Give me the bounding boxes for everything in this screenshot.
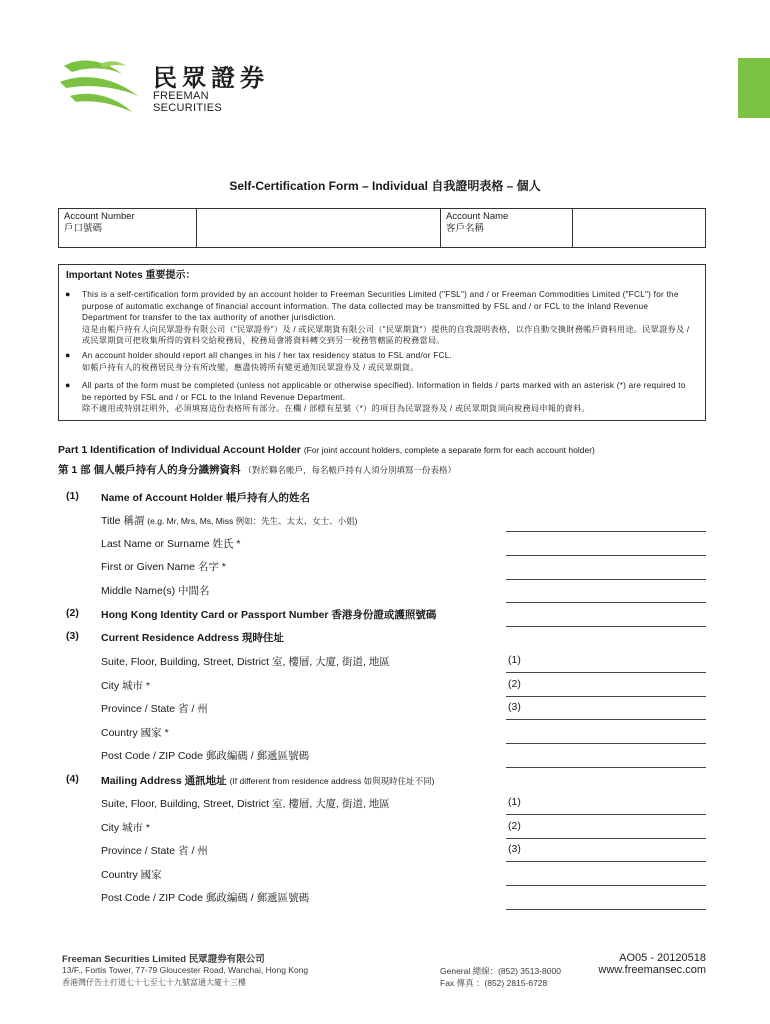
address-line-number: (1) (508, 796, 521, 808)
company-logo (60, 56, 280, 116)
corner-color-tab (738, 58, 770, 118)
residence-country-label: Country 國家 * (101, 727, 169, 739)
form-title: Self-Certification Form – Individual 自我證明表格 – 個人 (229, 179, 541, 193)
footer-address-en: 13/F., Fortis Tower, 77-79 Gloucester Road, Wanchai, Hong Kong (62, 965, 309, 975)
important-notes-box (58, 264, 706, 421)
note-item: ● An account holder should report all changes in his / her tax residency status to FSL and/or FCL. 如帳戶持有人的稅務居民身分有所改變，應盡快將所有變更通知民眾證券及 / 或民眾期貨。 (65, 350, 453, 372)
address-line-number: (2) (508, 820, 521, 832)
footer-website[interactable]: www.freemansec.com (598, 964, 706, 976)
last-name-label: Last Name or Surname 姓氏 * (101, 538, 241, 550)
account-name-label: Account Name 客戶名稱 (441, 209, 573, 247)
bullet-icon: ● (65, 380, 71, 390)
mailing-province-label: Province / State 省 / 州 (101, 845, 208, 857)
residence-postcode-label: Post Code / ZIP Code 郵政編碼 / 郵遞區號碼 (101, 750, 310, 762)
section-number: (4) (66, 773, 79, 785)
mailing-line1-field[interactable] (506, 814, 706, 815)
title-field[interactable] (506, 531, 706, 532)
address-line-number: (3) (508, 701, 521, 713)
brand-name-zh: 民眾證券 (153, 65, 269, 92)
account-number-field[interactable] (197, 209, 441, 247)
last-name-field[interactable] (506, 555, 706, 556)
section-heading-residence: Current Residence Address 現時住址 (101, 632, 284, 644)
part1-title-en: Part 1 Identification of Individual Account Holder (For joint account holders, complete a separate form for each account holder) (58, 444, 595, 456)
mailing-country-field[interactable] (506, 885, 706, 886)
account-table (58, 208, 706, 248)
section-number: (1) (66, 490, 79, 502)
first-name-field[interactable] (506, 579, 706, 580)
residence-suite-label: Suite, Floor, Building, Street, District 室, 樓層, 大廈, 街道, 地區 (101, 656, 390, 668)
note-item: ● All parts of the form must be completed (unless not applicable or otherwise specified). Information in fields / parts marked with an asterisk (*) are required to be reported by FSL and / or FCL to the Inland Revenue Department. 除不適用或特別註明外，必須填寫這份表格所有部分。在欄 / 部標有星號（*）的項目為民眾證券及 / 或民眾期貨須向稅務局申報的資料。 (65, 380, 686, 414)
mailing-country-label: Country 國家 (101, 869, 162, 881)
title-label: Title 稱謂 (e.g. Mr, Mrs, Ms, Miss 例如：先生、太太、女士、小姐) (101, 515, 358, 527)
address-line-number: (1) (508, 654, 521, 666)
id-number-field[interactable] (506, 626, 706, 627)
middle-name-label: Middle Name(s) 中間名 (101, 585, 210, 597)
mailing-line3-field[interactable] (506, 861, 706, 862)
residence-line1-field[interactable] (506, 672, 706, 673)
section-number: (3) (66, 630, 79, 642)
footer-general-phone: General 總線：(852) 3513-8000 (440, 966, 561, 976)
residence-country-field[interactable] (506, 743, 706, 744)
mailing-suite-label: Suite, Floor, Building, Street, District 室, 樓層, 大廈, 街道, 地區 (101, 798, 390, 810)
account-number-label: Account Number 戶口號碼 (59, 209, 197, 247)
first-name-label: First or Given Name 名字 * (101, 561, 226, 573)
note-item: ● This is a self-certification form provided by an account holder to Freeman Securities Limited ("FSL") and / or Freeman Commodities Limited ("FCL") for the purpose of automatic exchange of financial account information. The data collected may be transmitted by FSL and / or FCL to the Inland Revenue Department for transfer to the tax authority of another jurisdiction. 這是由帳戶持有人向民眾證券有限公司（"民眾證券"）及 / 或民眾期貨有限公司（"民眾期貨"）提供的自我證明表格，以作自動交換財務帳戶資料用途。民眾證券及 / 或民眾期貨可把收集所得的資料交給稅務局，稅務局會將資料轉交到另一稅務管轄區的稅務當局。 (65, 289, 690, 346)
footer-fax: Fax 傳真 ：(852) 2815-6728 (440, 978, 548, 988)
account-name-field[interactable] (573, 209, 705, 247)
mailing-line2-field[interactable] (506, 838, 706, 839)
residence-province-label: Province / State 省 / 州 (101, 703, 208, 715)
bullet-icon: ● (65, 289, 71, 299)
section-heading-name: Name of Account Holder 帳戶持有人的姓名 (101, 492, 311, 504)
form-code: AO05 - 20120518 (619, 952, 706, 964)
brand-name-en: FREEMAN SECURITIES (153, 90, 223, 114)
section-heading-mailing: Mailing Address 通訊地址 (If different from residence address 如與現時住址不同) (101, 775, 435, 787)
address-line-number: (3) (508, 843, 521, 855)
wing-logo-icon (60, 56, 150, 116)
address-line-number: (2) (508, 678, 521, 690)
mailing-postcode-field[interactable] (506, 909, 706, 910)
section-heading-id: Hong Kong Identity Card or Passport Number 香港身份證或護照號碼 (101, 609, 437, 621)
section-number: (2) (66, 607, 79, 619)
residence-line2-field[interactable] (506, 696, 706, 697)
part1-title-zh: 第 1 部 個人帳戶持有人的身分識辨資料 （對於聯名帳戶，每名帳戶持有人須分別填寫一份表格） (58, 464, 457, 476)
mailing-postcode-label: Post Code / ZIP Code 郵政編碼 / 郵遞區號碼 (101, 892, 310, 904)
residence-line3-field[interactable] (506, 719, 706, 720)
residence-city-label: City 城市 * (101, 680, 151, 692)
mailing-city-label: City 城市 * (101, 822, 151, 834)
bullet-icon: ● (65, 350, 71, 360)
footer-address-zh: 香港灣仔告士打道七十七至七十九號富通大廈十三樓 (62, 978, 246, 987)
residence-postcode-field[interactable] (506, 767, 706, 768)
middle-name-field[interactable] (506, 602, 706, 603)
notes-title: Important Notes 重要提示： (66, 270, 196, 281)
footer-company: Freeman Securities Limited 民眾證券有限公司 (62, 954, 265, 965)
